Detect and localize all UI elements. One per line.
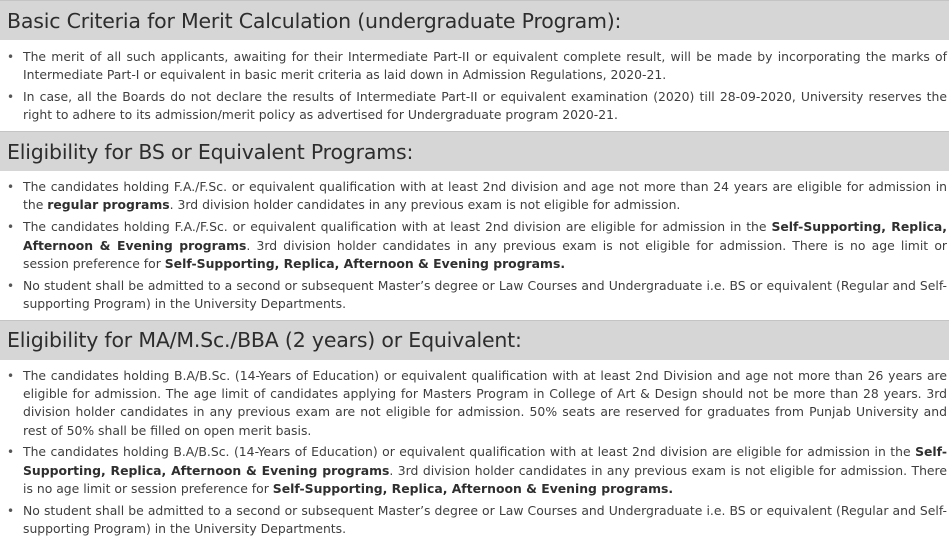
ma-eligibility-list (0, 360, 949, 539)
bold-text: regular programs (47, 197, 170, 213)
item-text: The candidates holding F.A./F.Sc. or equivalent qualification with at least 2nd division and age not more than 24 years are eligible for admission in the (23, 179, 947, 213)
bold-text: Self-Supporting, Replica, Afternoon & Evening programs. (164, 255, 566, 271)
merit-criteria-list (0, 40, 949, 131)
section-title: Eligibility for BS or Equivalent Programs: (7, 139, 414, 164)
list-item (23, 443, 947, 498)
item-text: . 3rd division holder candidates in any previous exam is not eligible for admission. There is no age limit or session preference for (23, 462, 947, 497)
list-item (23, 88, 947, 125)
section-title: Eligibility for MA/M.Sc./BBA (2 years) or Equivalent: (7, 328, 522, 353)
bs-eligibility-list (0, 171, 949, 320)
item-text: The merit of all such applicants, awaiting for their Intermediate Part-II or equivalent complete result, will be made by incorporating the marks of Intermediate Part-I or equivalent in basic merit criteria as laid down in Admission Regulations, 2020-21. (23, 49, 947, 83)
bold-text: Self-Supporting, Replica, Afternoon & Evening programs (23, 444, 947, 478)
list-item (23, 48, 947, 85)
item-text: . 3rd division holder candidates in any previous exam is not eligible for admission. (169, 197, 681, 213)
list-item (23, 277, 947, 314)
list-item (23, 178, 947, 215)
item-text: The candidates holding B.A/B.Sc. (14-Years of Education) or equivalent qualification with at least 2nd Division and age not more than 26 years are eligible for admission. The age limit of candidates applying for Masters Program in College of Art & Design should not be more than 28 years. 3rd division holder candidates in any previous exam are not eligible for admission. 50% seats are reserved for graduates from Punjab University and rest of 50% shall be filled on open merit basis. (23, 367, 947, 438)
item-text: The candidates holding B.A/B.Sc. (14-Years of Education) or equivalent qualification with at least 2nd division are eligible for admission in the (23, 444, 916, 460)
list-item (23, 367, 947, 440)
section-header-bs (0, 131, 949, 171)
item-text: No student shall be admitted to a second or subsequent Master’s degree or Law Courses and Undergraduate i.e. BS or equivalent (Regular and Self-supporting Program) in the University Departments. (23, 502, 947, 537)
item-text: . 3rd division holder candidates in any previous exam is not eligible for admission. There is no age limit or session preference for (23, 237, 947, 271)
item-text: The candidates holding F.A./F.Sc. or equivalent qualification with at least 2nd division are eligible for admission in the (23, 219, 772, 235)
list-item (23, 502, 947, 539)
bold-text: Self-Supporting, Replica, Afternoon & Evening programs. (272, 481, 674, 497)
section-header-ma (0, 320, 949, 360)
bold-text: Self-Supporting, Replica, Afternoon & Evening programs (23, 219, 947, 253)
list-item (23, 218, 947, 273)
item-text: In case, all the Boards do not declare the results of Intermediate Part-II or equivalent examination (2020) till 28-09-2020, University reserves the right to adhere to its admission/merit policy as advertised for Undergraduate program 2020-21. (23, 89, 947, 123)
section-header-merit (0, 0, 949, 40)
item-text: No student shall be admitted to a second or subsequent Master’s degree or Law Courses and Undergraduate i.e. BS or equivalent (Regular and Self-supporting Program) in the University Departments. (23, 277, 947, 311)
section-title: Basic Criteria for Merit Calculation (undergraduate Program): (7, 8, 622, 33)
